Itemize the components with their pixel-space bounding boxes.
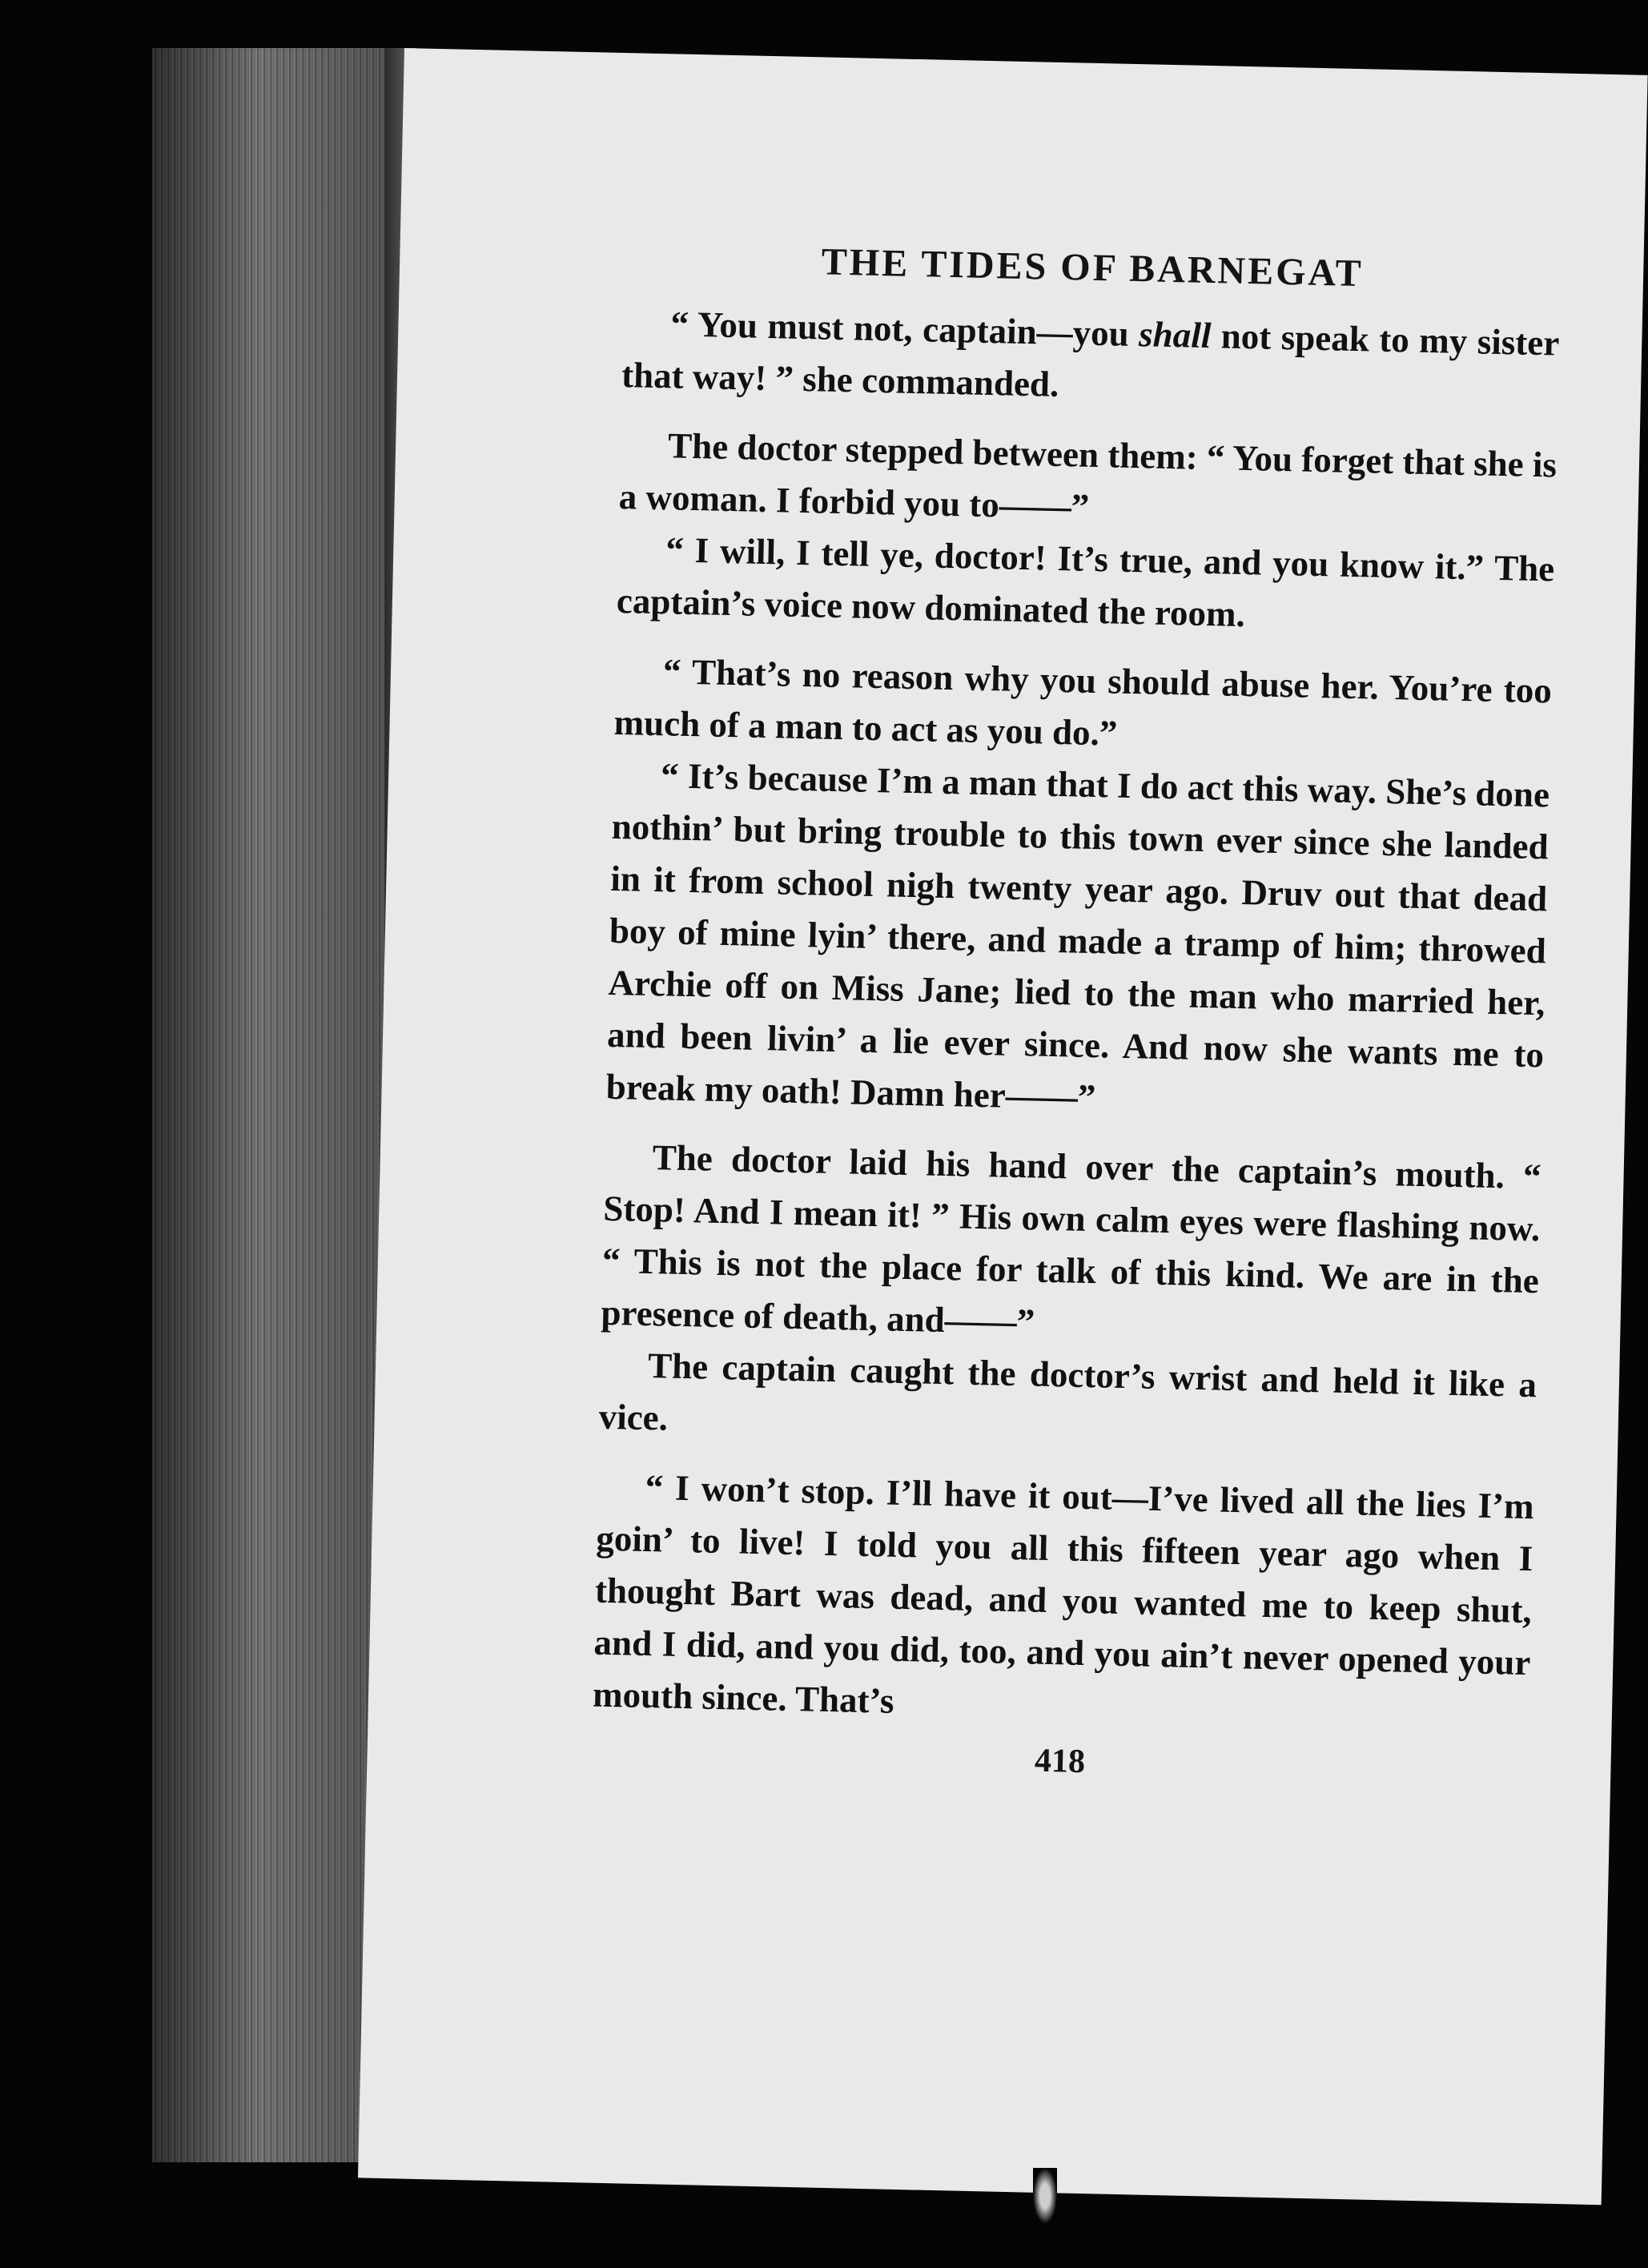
paragraph-text: “ That’s no reason why you should abuse her. You’re too much of a man to act as you do.”: [613, 651, 1553, 754]
book-page: [358, 48, 1648, 2205]
paragraph-text: “ You must not, captain—you: [670, 304, 1140, 355]
paragraph-text: The doctor stepped between them: “ You forget that she is a woman. I forbid you to——”: [618, 425, 1558, 527]
running-head: THE TIDES OF BARNEGAT: [821, 240, 1365, 296]
paragraph: [613, 645, 1553, 769]
paragraph: [598, 1339, 1537, 1463]
page-number: 418: [1034, 1742, 1086, 1781]
paragraph-text: The captain caught the doctor’s wrist and held it like a vice.: [598, 1345, 1537, 1438]
paragraph-text: not speak to my sister that way! ” she commanded.: [621, 316, 1560, 404]
paragraph-text: “ I will, I tell ye, doctor! It’s true, and you know it.” The captain’s voice now dominated the room.: [616, 529, 1555, 635]
paragraph: [616, 523, 1555, 647]
paragraph: [621, 297, 1560, 421]
scan-artifact: [1033, 2168, 1057, 2224]
paragraph: [601, 1131, 1541, 1359]
paragraph-text: “ It’s because I’m a man that I do act this way. She’s done nothin’ but bring trouble to this town ever since she landed in it from school nigh twenty year ago. Druv out that dead boy of mine lyin’ there, and made a tramp of him; throwed Archie off on Miss Jane; lied to the man who married her, and been livin’ a lie ever since. And now she wants me to break my oath! Damn her——”: [605, 755, 1550, 1118]
paragraph: [605, 749, 1550, 1133]
emphasis-text: shall: [1138, 314, 1212, 356]
paragraph-text: “ I won’t stop. I’ll have it out—I’ve lived all the lies I’m goin’ to live! I told you all this fifteen year ago when I thought Bart was dead, and you wanted me to keep shut, and I did, and you did, too, and you ain’t never opened your mouth since. That’s: [592, 1466, 1535, 1721]
paragraph: [592, 1461, 1534, 1741]
text-block: [591, 235, 1562, 1791]
paragraph-text: The doctor laid his hand over the captain’s mouth. “ Stop! And I mean it! ” His own calm eyes were flashing now. “ This is not the place for talk of this kind. We are in the presence of death, and——”: [601, 1137, 1542, 1342]
paragraph: [618, 419, 1558, 543]
